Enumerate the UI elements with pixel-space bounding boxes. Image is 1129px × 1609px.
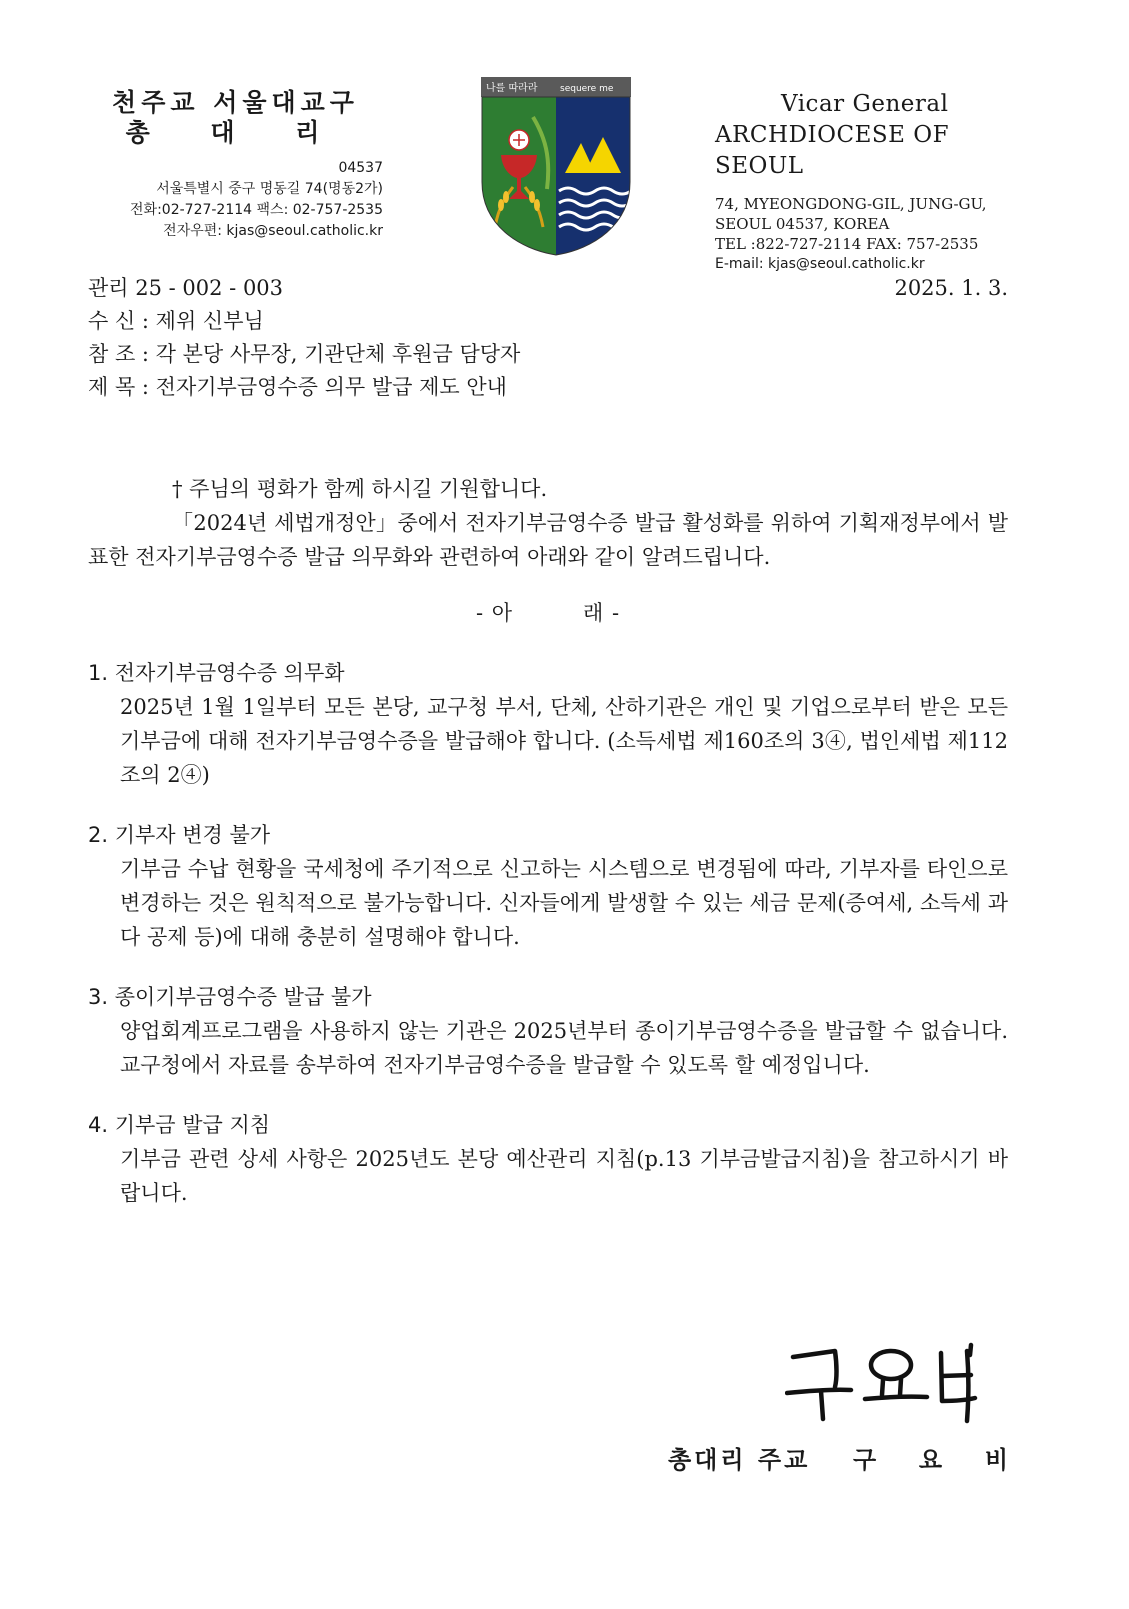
section-heading: 1. 전자기부금영수증 의무화 xyxy=(88,661,345,685)
document-body xyxy=(88,472,1008,1210)
recipient: 수 신 : 제위 신부님 xyxy=(88,309,264,333)
emblem-banner-la: sequere me xyxy=(560,84,614,94)
doc-date: 2025. 1. 3. xyxy=(894,276,1008,300)
section-heading: 4. 기부금 발급 지침 xyxy=(88,1113,271,1137)
org-name-ko xyxy=(88,88,383,148)
section-text: 2025년 1월 1일부터 모든 본당, 교구청 부서, 단체, 산하기관은 개인 및 기업으로부터 받은 모든 기부금에 대해 전자기부금영수증을 발급해야 합니다. (소득세법 제160조의 3④, 법인세법 제112조의 2④) xyxy=(120,695,1008,787)
handwritten-signature xyxy=(785,1335,1005,1425)
signer-name-char-1: 구 xyxy=(853,1446,877,1474)
address-ko xyxy=(88,158,383,242)
document-meta xyxy=(88,272,1008,404)
details-marker xyxy=(88,596,1008,630)
org-name-ko-line1: 천주교 서울대교구 xyxy=(112,88,359,117)
reference: 참 조 : 각 본당 사무장, 기관단체 후원금 담당자 xyxy=(88,342,521,366)
section-4 xyxy=(88,1108,1008,1210)
signer xyxy=(668,1440,1008,1475)
archdiocese-emblem-icon xyxy=(481,77,631,257)
section-2 xyxy=(88,818,1008,954)
subject: 제 목 : 전자기부금영수증 의무 발급 제도 안내 xyxy=(88,375,507,399)
section-1 xyxy=(88,656,1008,792)
signer-name-char-3: 비 xyxy=(984,1446,1008,1474)
phone-fax-en: TEL :822-727-2114 FAX: 757-2535 xyxy=(715,235,979,253)
details-marker-right: 래 - xyxy=(583,601,621,625)
street-address-ko: 서울특별시 중구 명동길 74(명동2가) xyxy=(156,181,383,197)
section-3 xyxy=(88,980,1008,1082)
postcode: 04537 xyxy=(338,160,383,176)
email-en: E-mail: kjas@seoul.catholic.kr xyxy=(715,256,925,272)
details-marker-left: - 아 xyxy=(475,601,513,625)
phone-fax-ko: 전화:02-727-2114 팩스: 02-757-2535 xyxy=(130,202,383,218)
signer-title: 총대리 주교 xyxy=(668,1446,811,1474)
section-text: 양업회계프로그램을 사용하지 않는 기관은 2025년부터 종이기부금영수증을 발급할 수 없습니다. 교구청에서 자료를 송부하여 전자기부금영수증을 발급할 수 있도록 할 예정입니다. xyxy=(120,1019,1008,1077)
sender-block-en xyxy=(715,89,1045,274)
org-name-en-line1: Vicar General xyxy=(781,91,949,117)
org-name-en-line2: ARCHDIOCESE OF SEOUL xyxy=(715,122,950,179)
section-text: 기부금 관련 상세 사항은 2025년도 본당 예산관리 지침(p.13 기부금발급지침)을 참고하시기 바랍니다. xyxy=(120,1147,1008,1205)
section-text: 기부금 수납 현황을 국세청에 주기적으로 신고하는 시스템으로 변경됨에 따라, 기부자를 타인으로 변경하는 것은 원칙적으로 불가능합니다. 신자들에게 발생할 수 있는 세금 문제(증여세, 소득세 과다 공제 등)에 대해 충분히 설명해야 합니다. xyxy=(120,857,1008,949)
street-address-en-line2: SEOUL 04537, KOREA xyxy=(715,215,890,233)
emblem-banner-ko: 나를 따라라 xyxy=(486,83,538,94)
sender-block-ko xyxy=(88,88,383,242)
greeting: † 주님의 평화가 함께 하시길 기원합니다. xyxy=(172,477,548,501)
email-ko: 전자우편: kjas@seoul.catholic.kr xyxy=(163,223,383,239)
section-heading: 2. 기부자 변경 불가 xyxy=(88,823,271,847)
signer-name-char-2: 요 xyxy=(918,1446,943,1474)
address-en xyxy=(715,194,1045,274)
org-name-ko-line2: 총 대 리 xyxy=(125,118,346,147)
section-heading: 3. 종이기부금영수증 발급 불가 xyxy=(88,985,372,1009)
street-address-en-line1: 74, MYEONGDONG-GIL, JUNG-GU, xyxy=(715,195,987,213)
doc-number: 관리 25 - 002 - 003 xyxy=(88,276,284,300)
intro-paragraph: 「2024년 세법개정안」중에서 전자기부금영수증 발급 활성화를 위하여 기획재정부에서 발표한 전자기부금영수증 발급 의무화와 관련하여 아래와 같이 알려드립니다. xyxy=(88,511,1008,569)
